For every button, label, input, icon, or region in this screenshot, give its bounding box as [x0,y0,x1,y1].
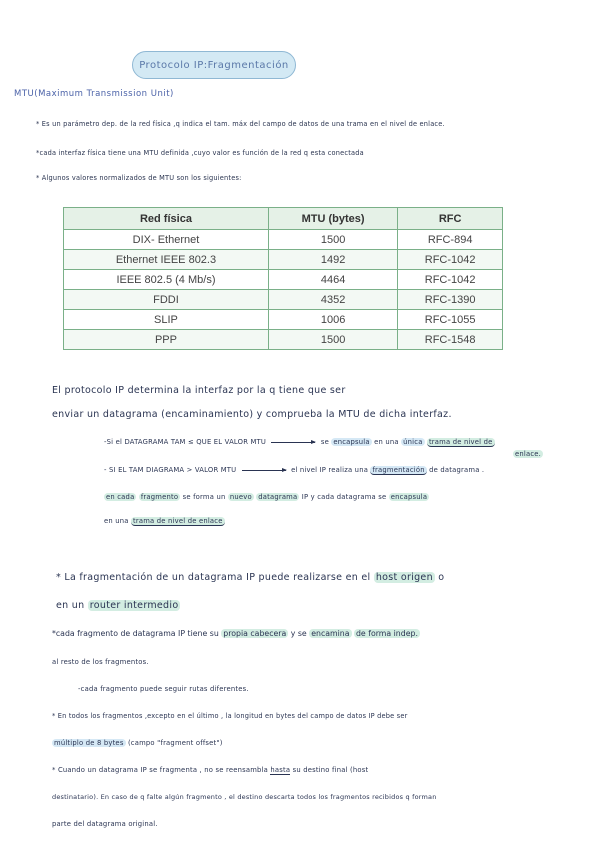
table-row [64,290,503,310]
header-red-fisica: Red física [64,208,269,230]
highlight: nuevo [229,493,252,501]
cell-mtu: 1500 [268,330,397,350]
highlight: trama de nivel de [428,438,493,446]
highlight: en cada [106,493,135,501]
cell-mtu: 1492 [268,250,397,270]
text: hasta [270,766,291,774]
cell-red: PPP [64,330,269,350]
text: en un [56,600,85,611]
highlight: única [403,438,423,446]
paragraph-line: enviar un datagrama (encaminamiento) y comprueba la MTU de dicha interfaz. [52,409,452,420]
text: (campo "fragment offset") [127,739,223,747]
highlight: datagrama [258,493,298,501]
highlight: trama de nivel de enlace [133,517,223,525]
condition-line [104,517,225,525]
highlight: router intermedio [89,600,179,611]
cell-red: FDDI [64,290,269,310]
paragraph-line: -cada fragmento puede seguir rutas diferentes. [78,685,249,693]
mtu-heading: MTU(Maximum Transmission Unit) [14,89,174,99]
text: y se [290,629,307,638]
paragraph-line [56,600,180,611]
paragraph-line: al resto de los fragmentos. [52,658,149,666]
text: IP y cada datagrama se [301,493,387,501]
cell-red: IEEE 802.5 (4 Mb/s) [64,270,269,290]
paragraph-line: destinatario). En caso de q falte algún fragmento , el destino descarta todos los fragmentos recibidos q forman [52,793,437,801]
paragraph-line [56,572,444,583]
highlight: múltiplo de 8 bytes [54,739,124,747]
highlight: de forma indep. [355,629,418,638]
highlight: propia cabecera [223,629,287,638]
header-rfc: RFC [398,208,503,230]
header-mtu: MTU (bytes) [268,208,397,230]
table-row [64,310,503,330]
highlight: encapsula [390,493,428,501]
cell-rfc: RFC-1042 [398,270,503,290]
paragraph-line: * En todos los fragmentos ,excepto en el último , la longitud en bytes del campo de datos IP debe ser [52,712,408,720]
paragraph-line [52,739,223,747]
cell-rfc: RFC-1042 [398,250,503,270]
highlight: encapsula [333,438,370,446]
note-3: * Algunos valores normalizados de MTU son los siguientes: [36,174,242,182]
text: en una [374,438,399,446]
cell-rfc: RFC-1055 [398,310,503,330]
highlight: fragmento [140,493,179,501]
cell-red: Ethernet IEEE 802.3 [64,250,269,270]
cell-mtu: 4464 [268,270,397,290]
cell-rfc: RFC-1390 [398,290,503,310]
text: de datagrama . [429,466,485,474]
text: * La fragmentación de un datagrama IP puede realizarse en el [56,572,371,583]
condition-text: -Si el DATAGRAMA TAM ≤ QUE EL VALOR MTU [104,438,267,446]
text: se forma un [182,493,226,501]
condition-line [104,438,495,446]
note-1: * Es un parámetro dep. de la red física ,q indica el tam. máx del campo de datos de una trama en el nivel de enlace. [36,120,445,128]
arrow-icon [242,470,286,471]
mtu-table [63,207,503,350]
cell-mtu: 1006 [268,310,397,330]
table-row [64,250,503,270]
text: el nivel IP realiza una [291,466,369,474]
paragraph-line: El protocolo IP determina la interfaz por la q tiene que ser [52,385,346,396]
text: *cada fragmento de datagrama IP tiene su [52,629,219,638]
paragraph-line: parte del datagrama original. [52,820,158,828]
condition-line [104,493,429,501]
text: * Cuando un datagrama IP se fragmenta , no se reensambla [52,766,268,774]
cell-red: DIX- Ethernet [64,230,269,250]
paragraph-line [52,629,420,638]
arrow-icon [271,442,315,443]
note-2: *cada interfaz física tiene una MTU definida ,cuyo valor es función de la red q esta conectada [36,149,364,157]
highlight: encamina [311,629,350,638]
table-row [64,330,503,350]
table-row [64,270,503,290]
cell-rfc: RFC-894 [398,230,503,250]
text: en una [104,517,129,525]
highlight: enlace. [515,450,542,458]
highlight: host origen [375,572,433,583]
cell-rfc: RFC-1548 [398,330,503,350]
table-header-row [64,208,503,230]
paragraph-line [52,766,368,774]
table-row [64,230,503,250]
condition-line [104,466,484,474]
page-title: Protocolo IP:Fragmentación [132,51,296,79]
text: se [320,438,329,446]
highlight: fragmentación [372,466,425,474]
cell-mtu: 4352 [268,290,397,310]
text: o [438,572,445,583]
condition-text: - SI EL TAM DIAGRAMA > VALOR MTU [104,466,237,474]
text: su destino final (host [292,766,369,774]
cell-red: SLIP [64,310,269,330]
cell-mtu: 1500 [268,230,397,250]
